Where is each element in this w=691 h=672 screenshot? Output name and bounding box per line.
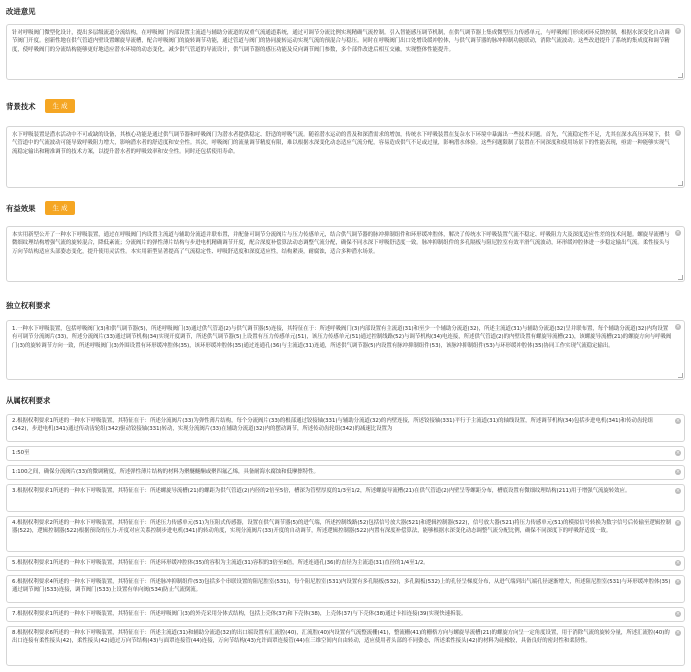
resize-icon[interactable] <box>678 373 683 378</box>
clear-icon[interactable]: × <box>675 579 681 585</box>
improve-text: 针对呼吸阀门微型化设计，提出多层级流道分流结构，在呼吸阀门内部设置主流道与辅助分流道的双重气流通道系统，通过可调节分流比例实现精确气流控制。引入智能感压调节机制，在供气调节器上集成微型压力传感单元，与呼吸阀门形成闭环反馈控制，根据水深变化自动调节阀门开度。创新性地在供气管道内壁设置螺旋导流槽，配合呼吸阀门的旋转调节功能，通过管道与阀门的协同旋转运动实现气流的预混合与稳压。同时在呼吸阀门出口处增设缓冲腔体，与供气调节器的脉冲抑制功能联动，消除气流波动。这些改进提升了系统的集成度和调节精度，使呼吸阀门的分流结构能够更好地适应潜水环境的动态变化，减少供气管道的导流设计，供气调节器的感压功能及反向调节阀门参数，多个部件改进后相互交融，实现整体性能提升。 <box>12 30 670 53</box>
clear-icon[interactable]: × <box>675 130 681 136</box>
clear-icon[interactable]: × <box>675 469 681 475</box>
resize-icon[interactable] <box>678 181 683 186</box>
effect-textarea[interactable] <box>6 226 685 282</box>
section-title-background: 背景技术 <box>6 102 36 111</box>
clear-icon[interactable]: × <box>675 611 681 617</box>
dependent-claim-input[interactable] <box>6 446 685 461</box>
dependent-claim-input[interactable] <box>6 607 685 622</box>
clear-icon[interactable]: × <box>675 560 681 566</box>
resize-icon[interactable] <box>678 275 683 280</box>
generate-effect-button[interactable]: 生 成 <box>45 201 75 215</box>
dependent-claim-text: 5.根据权利要求1所述的一种水下呼吸装置，其特征在于：所述环形缓冲腔体(35)的容积为主流道(31)容积的3倍至8倍，所述连通孔(36)的直径为主流道(31)直径的1/4至1/2。 <box>12 560 429 566</box>
dependent-claim-text: 7.根据权利要求1所述的一种水下呼吸装置，其特征在于：所述呼吸阀门(3)的外壳采用分体式结构，包括上壳体(37)和下壳体(38)，上壳体(37)与下壳体(38)通过卡扣连接(39)实现快速拆装。 <box>12 611 467 617</box>
resize-icon[interactable] <box>678 73 683 78</box>
dependent-claim-input[interactable] <box>6 465 685 480</box>
independent-claim-textarea[interactable] <box>6 320 685 380</box>
dependent-claim-text: 1:100之间，确保分流阀片(33)的微调精度，所述弹性薄片结构的材料为聚醚醚酮或聚四氟乙烯，具备耐海水腐蚀和低摩擦特性。 <box>12 469 319 475</box>
dependent-claim-input[interactable] <box>6 414 685 442</box>
effect-text: 本实用新型公开了一种水下呼吸装置，通过在呼吸阀门内设置主流道与辅助分流道并联布置，并配备可调节分流阀片与压力传感单元，结合供气调节器的脉冲抑制组件和环形缓冲腔体，解决了传统水下呼吸装置气流不稳定、呼吸阻力大及深度适应性差的技术问题。螺旋导流槽与微细纹理结构增强气流的旋转混合，降低紊流；分流阀片的弹性薄片结构与步进电机精确调节开度，配合深度补偿算法动态调整气流分配，确保不同水深下呼吸舒适度一致。脉冲抑制组件的多孔隔板与阻尼腔室有效平滑气流波动，环形缓冲腔体进一步稳定输出气流。柔性接头与万向节结构适应头部姿态变化，提升使用灵活性。本实用新型显著提高了气流稳定性、呼吸舒适度和深度适应性，结构紧凑，耐腐蚀，适合多种潜水场景。 <box>12 232 670 255</box>
generate-background-button[interactable]: 生 成 <box>45 99 75 113</box>
clear-icon[interactable]: × <box>675 630 681 636</box>
dependent-claim-text: 8.根据权利要求6所述的一种水下呼吸装置，其特征在于：所述主流道(31)和辅助分流道(32)的出口端设置有汇流腔(40)，汇流腔(40)内设置有气流整流栅(41)，整流栅(41)的栅格方向与螺旋导流槽(21)的螺旋方向呈一定角度设置，用于消除气流的旋转分量，所述汇流腔(40)的出口连接有柔性接头(42)，柔性接头(42)通过万向节结构(43)与面罩连接管(44)连接，万向节结构(43)允许面罩连接管(44)在三维空间内自由转动，适应使用者头部的不同姿态，所述柔性接头(42)的材料为硅橡胶，具备良好的密封性和柔韧性。 <box>12 630 670 645</box>
dependent-claim-input[interactable] <box>6 484 685 512</box>
section-title-improve: 改进意见 <box>6 7 36 16</box>
dependent-claim-input[interactable] <box>6 556 685 571</box>
dependent-claim-text: 2.根据权利要求1所述的一种水下呼吸装置，其特征在于：所述分流阀片(33)为弹性薄片结构，每个分流阀片(33)的根部通过铰接轴(331)与辅助分流道(32)的内壁连接，所述铰接轴(331)平行于主流道(31)的轴线设置，所述调节机构(34)包括步进电机(341)和传动齿轮组(342)，步进电机(341)通过传动齿轮组(342)驱动铰接轴(331)转动，实现分流阀片(33)在辅助分流道(32)内的摆动调节，所述传动齿轮组(342)的减速比设置为 <box>12 418 654 433</box>
clear-icon[interactable]: × <box>675 488 681 494</box>
background-text: 水下呼吸装置是潜水活动中不可或缺的设备，其核心功能是通过供气调节器和呼吸阀门为潜水者提供稳定、舒适的呼吸气流。随着潜水运动的普及和深潜需求的增加，传统水下呼吸装置在复杂水下环境中暴露出一些技术问题。首先，气流稳定性不足，尤其在深水高压环境下，供气管道中的气流波动可能导致呼吸阻力增大，影响潜水者的舒适度和安全性。其次，呼吸阀门的流量调节精度有限，难以根据水深变化动态适应气流分配，容易造成供气不足或过量，影响潜水体验。这些问题限制了装置在不同深度和使用场景下的性能表现，亟需一种能够实现气流稳定输出和精准调节的技术方案，以提升潜水者的呼吸效率和安全性。同时还包括使用寿命。 <box>12 132 670 155</box>
dependent-claim-text: 3.根据权利要求1所述的一种水下呼吸装置，其特征在于：所述螺旋导流槽(21)的螺距为供气管道(2)内径的2倍至5倍，槽深为管壁厚度的1/3至1/2，所述螺旋导流槽(21)在供气管道(2)内壁呈等螺距分布，槽底设置有微细纹理结构(211)用于增强气流旋转效应。 <box>12 488 631 494</box>
independent-claim-text: 1.一种水下呼吸装置，包括呼吸阀门(3)和供气调节器(5)，所述呼吸阀门(3)通过供气管道(2)与供气调节器(5)连接，其特征在于：所述呼吸阀门(3)内部设置有主流道(31)和至少一个辅助分流道(32)，所述主流道(31)与辅助分流道(32)呈并联布置，每个辅助分流道(32)内均设置有可调节分流阀片(33)，所述分流阀片(33)通过调节机构(34)实现开度调节，所述供气调节器(5)上设置有压力传感单元(51)，该压力传感单元(51)通过控制线路(52)与调节机构(34)电连接，所述供气管道(2)的内壁设置有螺旋导流槽(21)，该螺旋导流槽(21)的螺旋方向与呼吸阀门(3)的旋转调节方向一致，所述呼吸阀门(3)外围设置有环形缓冲腔体(35)，该环形缓冲腔体(35)通过连通孔(36)与主流道(31)连通，所述供气调节器(5)内设置有脉冲抑制组件(53)，该脉冲抑制组件(53)与环形缓冲腔体(35)协同工作实现气流稳定输出。 <box>12 326 672 349</box>
dependent-claim-input[interactable] <box>6 626 685 666</box>
section-title-independent: 独立权利要求 <box>6 301 51 310</box>
clear-icon[interactable]: × <box>675 450 681 456</box>
dependent-claim-text: 4.根据权利要求2所述的一种水下呼吸装置，其特征在于：所述压力传感单元(51)为压阻式传感器，设置在供气调节器(5)的进气端，所述控制线路(52)包括信号放大器(521)和逻辑控制器(522)，信号放大器(521)将压力传感单元(51)的模拟信号转换为数字信号后传输至逻辑控制器(522)，逻辑控制器(522)根据预设的压力-开度对应关系控制步进电机(341)的转动角度，实现分流阀片(33)开度的自动调节，所述逻辑控制器(522)内置有深度补偿算法，能够根据水深变化动态调整气流分配比例，确保不同深度下的呼吸舒适度一致。 <box>12 520 671 535</box>
clear-icon[interactable]: × <box>675 520 681 526</box>
dependent-claim-text: 6.根据权利要求4所述的一种水下呼吸装置，其特征在于：所述脉冲抑制组件(53)包括多个串联设置的阻尼腔室(531)，每个阻尼腔室(531)内设置有多孔隔板(532)，多孔隔板(532)上的孔径呈梯度分布，从进气端到出气端孔径逐渐增大，所述阻尼腔室(531)与环形缓冲腔体(35)通过调节阀门(533)连接，调节阀门(533)上设置有单向阀(534)防止气流倒流。 <box>12 579 671 594</box>
clear-icon[interactable]: × <box>675 418 681 424</box>
dependent-claim-input[interactable] <box>6 575 685 603</box>
clear-icon[interactable]: × <box>675 28 681 34</box>
clear-icon[interactable]: × <box>675 230 681 236</box>
dependent-claim-input[interactable] <box>6 516 685 552</box>
improve-textarea[interactable] <box>6 24 685 80</box>
section-title-dependent: 从属权利要求 <box>6 396 51 405</box>
background-textarea[interactable] <box>6 126 685 188</box>
section-title-effect: 有益效果 <box>6 204 36 213</box>
dependent-claim-text: 1:50至 <box>12 450 30 456</box>
clear-icon[interactable]: × <box>675 324 681 330</box>
